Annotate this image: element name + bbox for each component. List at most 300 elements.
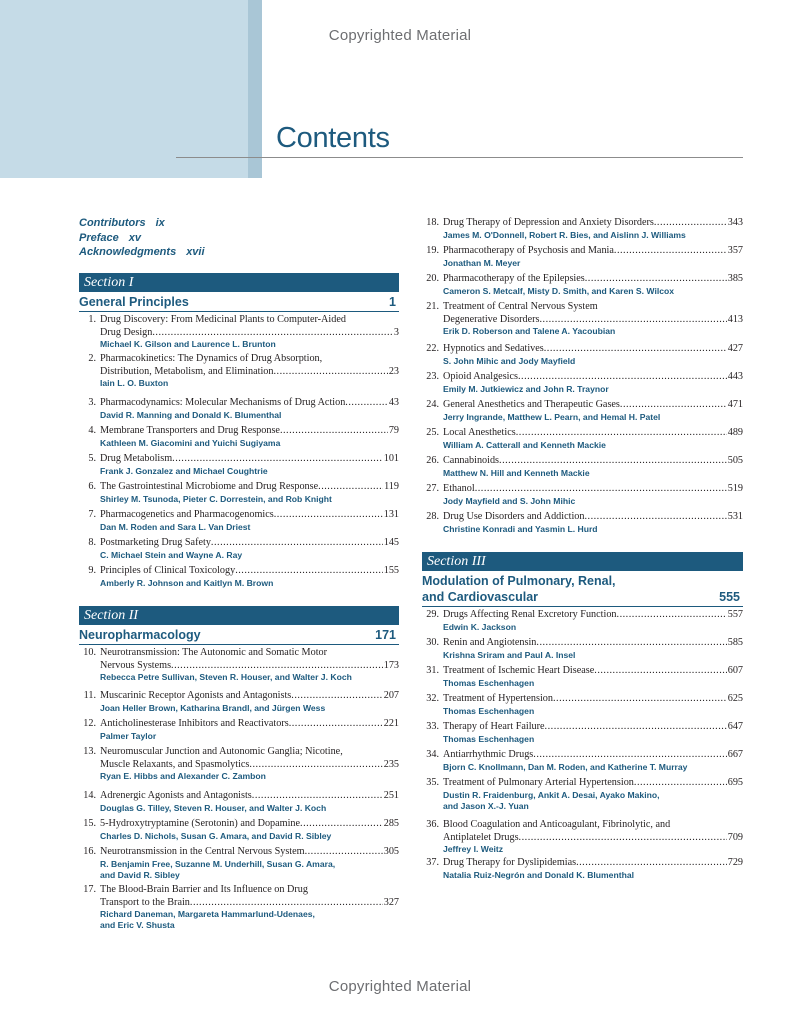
chapter-title: Neurotransmission: The Autonomic and Somatic Motor <box>100 647 328 658</box>
chapter-number: 30. <box>426 637 439 648</box>
front-matter-item[interactable] <box>79 245 205 260</box>
dot-leader <box>584 511 726 524</box>
chapter-page-number: 235 <box>383 758 399 770</box>
chapter-title-line <box>443 301 743 314</box>
chapter-text <box>443 721 743 745</box>
chapter-page-number: 607 <box>727 665 743 676</box>
dot-leader <box>291 690 382 703</box>
chapter-title: Treatment of Ischemic Heart Disease <box>443 665 595 676</box>
section-heading[interactable] <box>422 573 743 605</box>
chapter-authors: Michael K. Gilson and Laurence L. Brunton <box>100 339 276 349</box>
chapter-number: 32. <box>426 693 439 704</box>
chapter-title-line <box>443 609 743 622</box>
chapter-title: Muscle Relaxants, and Spasmolytics <box>100 758 250 770</box>
toc-entry[interactable] <box>422 427 743 451</box>
toc-entry[interactable] <box>79 425 399 449</box>
dot-leader <box>499 455 727 468</box>
chapter-number: 23. <box>426 371 439 382</box>
chapter-page-number: 43 <box>388 397 399 408</box>
chapter-title-line <box>100 425 399 438</box>
chapter-title: Membrane Transporters and Drug Response <box>100 425 280 436</box>
chapter-text <box>100 846 399 881</box>
toc-entry[interactable] <box>79 537 399 561</box>
section-title-line: General Principles <box>79 295 189 309</box>
chapter-authors: Krishna Sriram and Paul A. Insel <box>443 649 576 660</box>
dot-leader <box>545 721 727 734</box>
chapter-number: 26. <box>426 455 439 466</box>
front-matter-item[interactable] <box>79 216 205 231</box>
chapter-title: Ethanol <box>443 483 475 494</box>
chapter-authors: Rebecca Petre Sullivan, Steven R. Houser, and Walter J. Koch <box>100 672 352 682</box>
chapter-title-line <box>443 245 743 258</box>
chapter-text <box>443 777 743 812</box>
front-matter-label: Acknowledgments <box>79 246 177 258</box>
chapter-authors: Charles D. Nichols, Susan G. Amara, and David R. Sibley <box>100 830 332 841</box>
toc-entry[interactable] <box>79 690 399 714</box>
chapter-number: 36. <box>426 819 439 830</box>
toc-entry[interactable] <box>422 301 743 337</box>
chapter-text <box>443 819 743 855</box>
chapter-number: 12. <box>83 718 96 729</box>
chapter-title-line <box>100 818 399 831</box>
chapter-authors: Christine Konradi and Yasmin L. Hurd <box>443 523 598 534</box>
toc-entry[interactable] <box>422 665 743 689</box>
chapter-title-line <box>100 746 399 759</box>
chapter-title-line <box>100 327 399 340</box>
chapter-page-number: 119 <box>384 481 399 492</box>
chapter-authors: Frank J. Gonzalez and Michael Coughtrie <box>100 465 268 476</box>
chapter-authors: Palmer Taylor <box>100 730 157 741</box>
chapter-page-number: 695 <box>727 777 743 788</box>
chapter-title: Pharmacogenetics and Pharmacogenomics <box>100 509 274 520</box>
chapter-authors: Matthew N. Hill and Kenneth Mackie <box>443 467 590 478</box>
chapter-authors: C. Michael Stein and Wayne A. Ray <box>100 549 243 560</box>
chapter-title-line <box>443 665 743 678</box>
dot-leader <box>274 509 383 522</box>
chapter-authors: Amberly R. Johnson and Kaitlyn M. Brown <box>100 577 274 588</box>
chapter-page-number: 709 <box>727 831 743 843</box>
chapter-title: Blood Coagulation and Anticoagulant, Fibrinolytic, and <box>443 819 671 830</box>
chapter-text <box>100 690 399 714</box>
toc-entry[interactable] <box>79 647 399 683</box>
toc-entry[interactable] <box>422 721 743 745</box>
chapter-page-number: 427 <box>727 343 743 354</box>
chapter-number: 24. <box>426 399 439 410</box>
chapter-title: Neurotransmission in the Central Nervous System <box>100 846 305 857</box>
dot-leader <box>516 427 727 440</box>
section-rule <box>79 644 399 645</box>
dot-leader <box>172 453 383 466</box>
chapter-text <box>443 665 743 689</box>
chapter-authors: Iain L. O. Buxton <box>100 378 169 388</box>
toc-entry[interactable] <box>422 217 743 241</box>
chapter-title-line <box>100 481 399 494</box>
chapter-title: 5-Hydroxytryptamine (Serotonin) and Dopamine <box>100 818 301 829</box>
chapter-title-line <box>443 314 743 327</box>
chapter-page-number: 505 <box>727 455 743 466</box>
chapter-number: 17. <box>83 884 96 895</box>
chapter-text <box>443 343 743 367</box>
section-heading[interactable] <box>79 627 399 643</box>
chapter-title-line <box>100 897 399 910</box>
chapter-title: Adrenergic Agonists and Antagonists <box>100 790 252 801</box>
chapter-title-line <box>443 273 743 286</box>
chapter-text <box>100 425 399 449</box>
chapter-authors: Emily M. Jutkiewicz and John R. Traynor <box>443 383 609 394</box>
chapter-authors: and David R. Sibley <box>100 869 180 880</box>
chapter-number: 10. <box>83 647 96 658</box>
chapter-text <box>100 397 399 421</box>
chapter-title: Therapy of Heart Failure <box>443 721 545 732</box>
chapter-authors: R. Benjamin Free, Suzanne M. Underhill, Susan G. Amara, <box>100 858 336 869</box>
dot-leader <box>518 371 727 384</box>
toc-entry[interactable] <box>79 397 399 421</box>
toc-entry[interactable] <box>422 455 743 479</box>
chapter-authors: and Eric V. Shusta <box>100 920 175 930</box>
chapter-title: Treatment of Hypertension <box>443 693 553 704</box>
chapter-text <box>443 609 743 633</box>
chapter-title-line <box>443 857 743 870</box>
chapter-authors: Erik D. Roberson and Talene A. Yacoubian <box>443 326 616 336</box>
chapter-number: 9. <box>88 565 96 576</box>
dot-leader <box>252 790 383 803</box>
chapter-number: 15. <box>83 818 96 829</box>
chapter-text <box>100 647 399 683</box>
chapter-page-number: 101 <box>383 453 399 464</box>
chapter-number: 34. <box>426 749 439 760</box>
dot-leader <box>190 897 383 910</box>
dot-leader <box>553 693 727 706</box>
chapter-title: Pharmacotherapy of Psychosis and Mania <box>443 245 614 256</box>
section-heading[interactable] <box>79 294 399 310</box>
section-page-number: 1 <box>389 295 396 309</box>
chapter-title: Antiarrhythmic Drugs <box>443 749 534 760</box>
chapter-page-number: 557 <box>727 609 743 620</box>
chapter-number: 25. <box>426 427 439 438</box>
chapter-page-number: 625 <box>727 693 743 704</box>
chapter-page-number: 155 <box>383 565 399 576</box>
chapter-title-line <box>100 565 399 578</box>
chapter-page-number: 221 <box>383 718 399 729</box>
chapter-text <box>100 818 399 842</box>
toc-entry[interactable] <box>422 273 743 297</box>
chapter-title-line <box>100 718 399 731</box>
front-matter-label: Preface <box>79 231 119 244</box>
chapter-text <box>100 353 399 389</box>
dot-leader <box>620 399 727 412</box>
dot-leader <box>345 397 388 410</box>
dot-leader <box>475 483 727 496</box>
chapter-text <box>443 371 743 395</box>
chapter-authors: Ryan E. Hibbs and Alexander C. Zambon <box>100 771 266 781</box>
chapter-title-line <box>443 343 743 356</box>
chapter-number: 31. <box>426 665 439 676</box>
chapter-page-number: 471 <box>727 399 743 410</box>
dot-leader <box>536 637 726 650</box>
chapter-text <box>100 453 399 477</box>
front-matter-item[interactable] <box>79 231 205 246</box>
chapter-authors: Thomas Eschenhagen <box>443 705 535 716</box>
chapter-number: 11. <box>83 690 96 701</box>
section-label-bar: Section II <box>79 606 399 625</box>
chapter-number: 1. <box>88 314 96 325</box>
chapter-title: Drug Metabolism <box>100 453 173 464</box>
chapter-authors: Bjorn C. Knollmann, Dan M. Roden, and Katherine T. Murray <box>443 761 688 772</box>
toc-entry[interactable] <box>422 371 743 395</box>
toc-entry[interactable] <box>422 343 743 367</box>
chapter-text <box>443 245 743 269</box>
chapter-title: The Blood-Brain Barrier and Its Influence on Drug <box>100 884 308 895</box>
chapter-title-line <box>443 511 743 524</box>
chapter-title-line <box>100 884 399 897</box>
chapter-title-line <box>443 637 743 650</box>
chapter-title: Treatment of Central Nervous System <box>443 301 598 312</box>
dot-leader <box>273 366 387 379</box>
chapter-authors: Shirley M. Tsunoda, Pieter C. Dorrestein, and Rob Knight <box>100 493 332 504</box>
chapter-page-number: 667 <box>727 749 743 760</box>
dot-leader <box>585 273 727 286</box>
chapter-title: Neuromuscular Junction and Autonomic Ganglia; Nicotine, <box>100 746 343 757</box>
chapter-page-number: 343 <box>727 217 743 228</box>
section-label-bar: Section III <box>422 552 743 571</box>
chapter-number: 18. <box>426 217 439 228</box>
chapter-page-number: 585 <box>727 637 743 648</box>
chapter-page-number: 305 <box>383 846 399 857</box>
chapter-text <box>443 427 743 451</box>
chapter-title: Nervous Systems <box>100 659 172 671</box>
chapter-title-line <box>443 693 743 706</box>
section-label-bar: Section I <box>79 273 399 292</box>
section-page-number: 555 <box>719 590 740 604</box>
toc-entry[interactable] <box>79 565 399 589</box>
dot-leader <box>289 718 383 731</box>
chapter-title: Anticholinesterase Inhibitors and Reactivators <box>100 718 289 729</box>
chapter-page-number: 79 <box>388 425 399 436</box>
chapter-page-number: 23 <box>388 365 399 377</box>
page-title: Contents <box>276 122 390 154</box>
chapter-number: 19. <box>426 245 439 256</box>
chapter-title-line <box>100 509 399 522</box>
dot-leader <box>300 818 383 831</box>
chapter-number: 13. <box>83 746 96 757</box>
chapter-number: 22. <box>426 343 439 354</box>
chapter-number: 8. <box>88 537 96 548</box>
chapter-authors: Natalia Ruiz-Negrón and Donald K. Blumenthal <box>443 869 634 880</box>
dot-leader <box>634 777 727 790</box>
dot-leader <box>235 565 383 578</box>
chapter-authors: Douglas G. Tilley, Steven R. Houser, and Walter J. Koch <box>100 802 327 813</box>
toc-entry[interactable] <box>422 749 743 773</box>
toc-entry[interactable] <box>422 609 743 633</box>
chapter-page-number: 251 <box>383 790 399 801</box>
dot-leader <box>576 857 727 870</box>
chapter-title: Transport to the Brain <box>100 896 190 908</box>
toc-entry[interactable] <box>422 777 743 812</box>
chapter-text <box>443 273 743 297</box>
chapter-number: 7. <box>88 509 96 520</box>
chapter-title-line <box>100 353 399 366</box>
chapter-number: 35. <box>426 777 439 788</box>
chapter-title: Cannabinoids <box>443 455 500 466</box>
dot-leader <box>519 832 727 845</box>
chapter-title-line <box>443 455 743 468</box>
chapter-title: Drug Discovery: From Medicinal Plants to Computer-Aided <box>100 314 346 325</box>
chapter-page-number: 385 <box>727 273 743 284</box>
toc-entry[interactable] <box>422 637 743 661</box>
chapter-title: Opioid Analgesics <box>443 371 518 382</box>
chapter-title-line <box>100 647 399 660</box>
chapter-authors: Thomas Eschenhagen <box>443 677 535 688</box>
chapter-title: Drugs Affecting Renal Excretory Function <box>443 609 617 620</box>
toc-entry[interactable] <box>79 818 399 842</box>
dot-leader <box>617 609 727 622</box>
toc-entry[interactable] <box>422 511 743 535</box>
chapter-text <box>100 314 399 350</box>
chapter-text <box>100 509 399 533</box>
chapter-number: 37. <box>426 857 439 868</box>
chapter-page-number: 173 <box>383 659 399 671</box>
toc-entry[interactable] <box>422 693 743 717</box>
chapter-page-number: 207 <box>383 690 399 701</box>
chapter-number: 14. <box>83 790 96 801</box>
chapter-title-line <box>100 537 399 550</box>
chapter-page-number: 327 <box>383 896 399 908</box>
chapter-number: 5. <box>88 453 96 464</box>
toc-entry[interactable] <box>422 857 743 881</box>
chapter-text <box>100 718 399 742</box>
chapter-title: Drug Design <box>100 326 153 338</box>
chapter-title: Principles of Clinical Toxicology <box>100 565 236 576</box>
chapter-title-line <box>100 790 399 803</box>
chapter-page-number: 489 <box>727 427 743 438</box>
toc-entry[interactable] <box>79 846 399 881</box>
watermark-top: Copyrighted Material <box>328 27 472 44</box>
toc-entry[interactable] <box>79 453 399 477</box>
chapter-authors: Dustin R. Fraidenburg, Ankit A. Desai, Ayako Makino, <box>443 789 660 800</box>
chapter-title-line <box>100 314 399 327</box>
chapter-number: 33. <box>426 721 439 732</box>
chapter-title-line <box>100 660 399 673</box>
chapter-authors: Cameron S. Metcalf, Misty D. Smith, and Karen S. Wilcox <box>443 285 675 296</box>
chapter-text <box>443 749 743 773</box>
chapter-title-line <box>443 832 743 845</box>
toc-entry[interactable] <box>79 353 399 389</box>
toc-entry[interactable] <box>422 399 743 423</box>
chapter-title-line <box>100 846 399 859</box>
chapter-authors: James M. O'Donnell, Robert R. Bies, and Aislinn J. Williams <box>443 229 686 240</box>
chapter-title: Renin and Angiotensin <box>443 637 537 648</box>
chapter-page-number: 443 <box>727 371 743 382</box>
dot-leader <box>305 846 383 859</box>
chapter-number: 3. <box>88 397 96 408</box>
section-rule <box>79 311 399 312</box>
chapter-page-number: 519 <box>727 483 743 494</box>
front-matter-label: Contributors <box>79 217 146 229</box>
chapter-authors: William A. Catterall and Kenneth Mackie <box>443 439 606 450</box>
toc-entry[interactable] <box>422 245 743 269</box>
chapter-title: General Anesthetics and Therapeutic Gases <box>443 399 620 410</box>
chapter-text <box>100 565 399 589</box>
chapter-text <box>100 746 399 782</box>
chapter-page-number: 145 <box>383 537 399 548</box>
chapter-text <box>443 857 743 881</box>
chapter-title-line <box>443 483 743 496</box>
toc-entry[interactable] <box>79 718 399 742</box>
dot-leader <box>318 481 383 494</box>
section-title-line: Neuropharmacology <box>79 628 201 642</box>
watermark-bottom: Copyrighted Material <box>328 978 472 995</box>
chapter-number: 21. <box>426 301 439 312</box>
chapter-authors: Thomas Eschenhagen <box>443 733 535 744</box>
chapter-text <box>443 511 743 535</box>
chapter-text <box>443 399 743 423</box>
toc-entry[interactable] <box>79 790 399 814</box>
chapter-authors: Jonathan M. Meyer <box>443 257 521 268</box>
chapter-number: 20. <box>426 273 439 284</box>
section-title-line: Modulation of Pulmonary, Renal, <box>422 574 616 588</box>
dot-leader <box>533 749 726 762</box>
chapter-text <box>443 301 743 337</box>
section-title-line: and Cardiovascular <box>422 590 539 604</box>
chapter-page-number: 531 <box>727 511 743 522</box>
chapter-authors: Richard Daneman, Margareta Hammarlund-Udenaes, <box>100 909 315 919</box>
chapter-number: 16. <box>83 846 96 857</box>
chapter-title-line <box>100 759 399 772</box>
chapter-title: Drug Therapy of Depression and Anxiety Disorders <box>443 217 654 228</box>
chapter-number: 28. <box>426 511 439 522</box>
chapter-text <box>443 455 743 479</box>
chapter-title: Muscarinic Receptor Agonists and Antagonists <box>100 690 292 701</box>
section-rule <box>422 606 743 607</box>
toc-entry[interactable] <box>79 481 399 505</box>
chapter-title-line <box>443 721 743 734</box>
toc-entry[interactable] <box>79 884 399 931</box>
toc-entry[interactable] <box>79 746 399 782</box>
chapter-title: Antiplatelet Drugs <box>443 831 519 843</box>
chapter-text <box>100 884 399 931</box>
chapter-number: 6. <box>88 481 96 492</box>
chapter-text <box>100 481 399 505</box>
toc-entry[interactable] <box>79 314 399 350</box>
toc-entry[interactable] <box>79 509 399 533</box>
toc-entry[interactable] <box>422 483 743 507</box>
front-matter-page: ix <box>155 217 165 229</box>
chapter-title-line <box>443 777 743 790</box>
chapter-title: Hypnotics and Sedatives <box>443 343 544 354</box>
chapter-title: Drug Use Disorders and Addiction <box>443 511 585 522</box>
dot-leader <box>280 425 388 438</box>
chapter-authors: and Jason X.-J. Yuan <box>443 800 529 811</box>
chapter-title: Drug Therapy for Dyslipidemias <box>443 857 577 868</box>
chapter-title-line <box>443 749 743 762</box>
chapter-title: Distribution, Metabolism, and Elimination <box>100 365 274 377</box>
toc-entry[interactable] <box>422 819 743 855</box>
dot-leader <box>654 217 727 230</box>
chapter-page-number: 413 <box>727 313 743 325</box>
chapter-authors: Kathleen M. Giacomini and Yuichi Sugiyama <box>100 437 281 448</box>
chapter-text <box>443 217 743 241</box>
chapter-authors: S. John Mihic and Jody Mayfield <box>443 355 576 366</box>
chapter-title-line <box>443 371 743 384</box>
chapter-title: Treatment of Pulmonary Arterial Hypertension <box>443 777 634 788</box>
chapter-title-line <box>100 453 399 466</box>
dot-leader <box>152 327 393 340</box>
title-rule <box>176 157 743 158</box>
chapter-title-line <box>100 690 399 703</box>
dot-leader <box>614 245 727 258</box>
chapter-title: The Gastrointestinal Microbiome and Drug Response <box>100 481 319 492</box>
chapter-page-number: 285 <box>383 818 399 829</box>
